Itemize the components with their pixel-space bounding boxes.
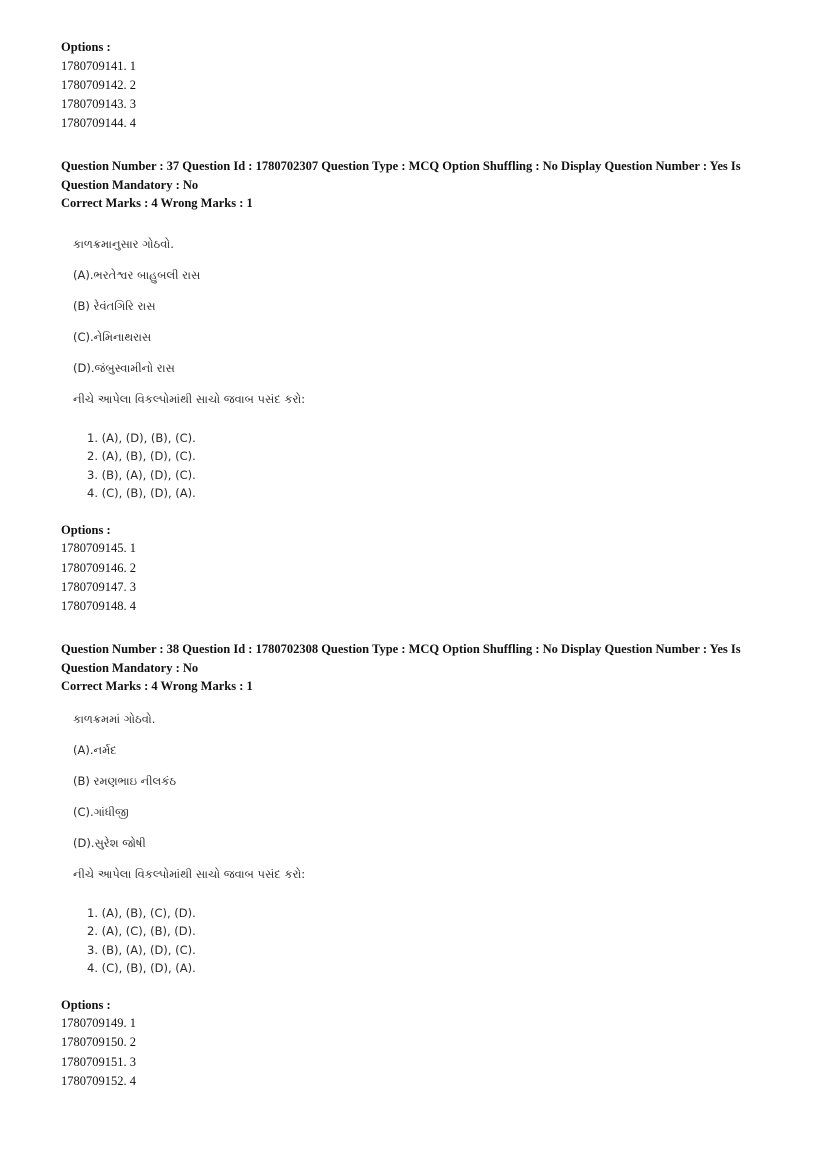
choice-list — [73, 429, 761, 503]
question-38 — [61, 640, 761, 1091]
question-header-line2: Question Mandatory : No — [61, 660, 199, 675]
question-header-line2: Question Mandatory : No — [61, 177, 199, 192]
option-line: 1780709147. 3 — [61, 579, 136, 594]
choice-item: 1. (A), (D), (B), (C). — [87, 430, 196, 445]
option-line: 1780709145. 1 — [61, 541, 136, 556]
option-line: 1780709143. 3 — [61, 96, 136, 111]
statement-a: (A).ભરતેશ્વર બાહુબલી રાસ — [73, 267, 201, 282]
options-label: Options : — [61, 40, 111, 54]
question-body — [61, 710, 761, 978]
statement-a: (A).નર્મદ — [73, 742, 117, 757]
choice-item: 1. (A), (B), (C), (D). — [87, 905, 196, 920]
option-line: 1780709148. 4 — [61, 598, 136, 613]
options-block — [61, 996, 761, 1091]
question-marks: Correct Marks : 4 Wrong Marks : 1 — [61, 196, 253, 211]
question-instruction: નીચે આપેલા વિકલ્પોમાંથી સાચો જવાબ પસંદ કરો: — [73, 391, 306, 406]
question-instruction: નીચે આપેલા વિકલ્પોમાંથી સાચો જવાબ પસંદ કરો: — [73, 866, 306, 881]
question-37 — [61, 157, 761, 616]
document-page — [61, 38, 761, 1091]
option-line: 1780709141. 1 — [61, 58, 136, 73]
statement-b: (B) રેવંતગિરિ રાસ — [73, 298, 156, 313]
option-line: 1780709152. 4 — [61, 1073, 136, 1088]
choice-item: 2. (A), (C), (B), (D). — [87, 924, 196, 939]
options-block — [61, 521, 761, 616]
option-line: 1780709146. 2 — [61, 560, 136, 575]
statement-c: (C).ગાંધીજી — [73, 804, 129, 819]
option-line: 1780709144. 4 — [61, 116, 136, 131]
option-line: 1780709142. 2 — [61, 77, 136, 92]
statement-d: (D).સુરેશ જોષી — [73, 835, 146, 850]
choice-item: 4. (C), (B), (D), (A). — [87, 961, 196, 976]
statement-d: (D).જંબુસ્વામીનો રાસ — [73, 360, 175, 375]
choice-item: 4. (C), (B), (D), (A). — [87, 486, 196, 501]
question-marks: Correct Marks : 4 Wrong Marks : 1 — [61, 679, 253, 694]
question-prompt: કાળક્રમાનુસાર ગોઠવો. — [73, 236, 174, 251]
option-line: 1780709151. 3 — [61, 1054, 136, 1069]
statement-b: (B) રમણભાઇ નીલકંઠ — [73, 773, 177, 788]
statement-c: (C).નેમિનાથરાસ — [73, 329, 152, 344]
choice-item: 3. (B), (A), (D), (C). — [87, 467, 196, 482]
option-line: 1780709150. 2 — [61, 1035, 136, 1050]
options-block-top — [61, 38, 761, 133]
question-prompt: કાળક્રમમાં ગોઠવો. — [73, 711, 156, 726]
choice-item: 2. (A), (B), (D), (C). — [87, 449, 196, 464]
question-header-line1: Question Number : 38 Question Id : 1780702308 Question Type : MCQ Option Shuffling : No Display Question Number : Yes Is — [61, 642, 741, 657]
options-label: Options : — [61, 522, 111, 537]
options-label: Options : — [61, 997, 111, 1012]
choice-list — [73, 904, 761, 978]
option-line: 1780709149. 1 — [61, 1016, 136, 1031]
choice-item: 3. (B), (A), (D), (C). — [87, 942, 196, 957]
question-header-line1: Question Number : 37 Question Id : 1780702307 Question Type : MCQ Option Shuffling : No Display Question Number : Yes Is — [61, 159, 741, 174]
question-body — [61, 235, 761, 503]
